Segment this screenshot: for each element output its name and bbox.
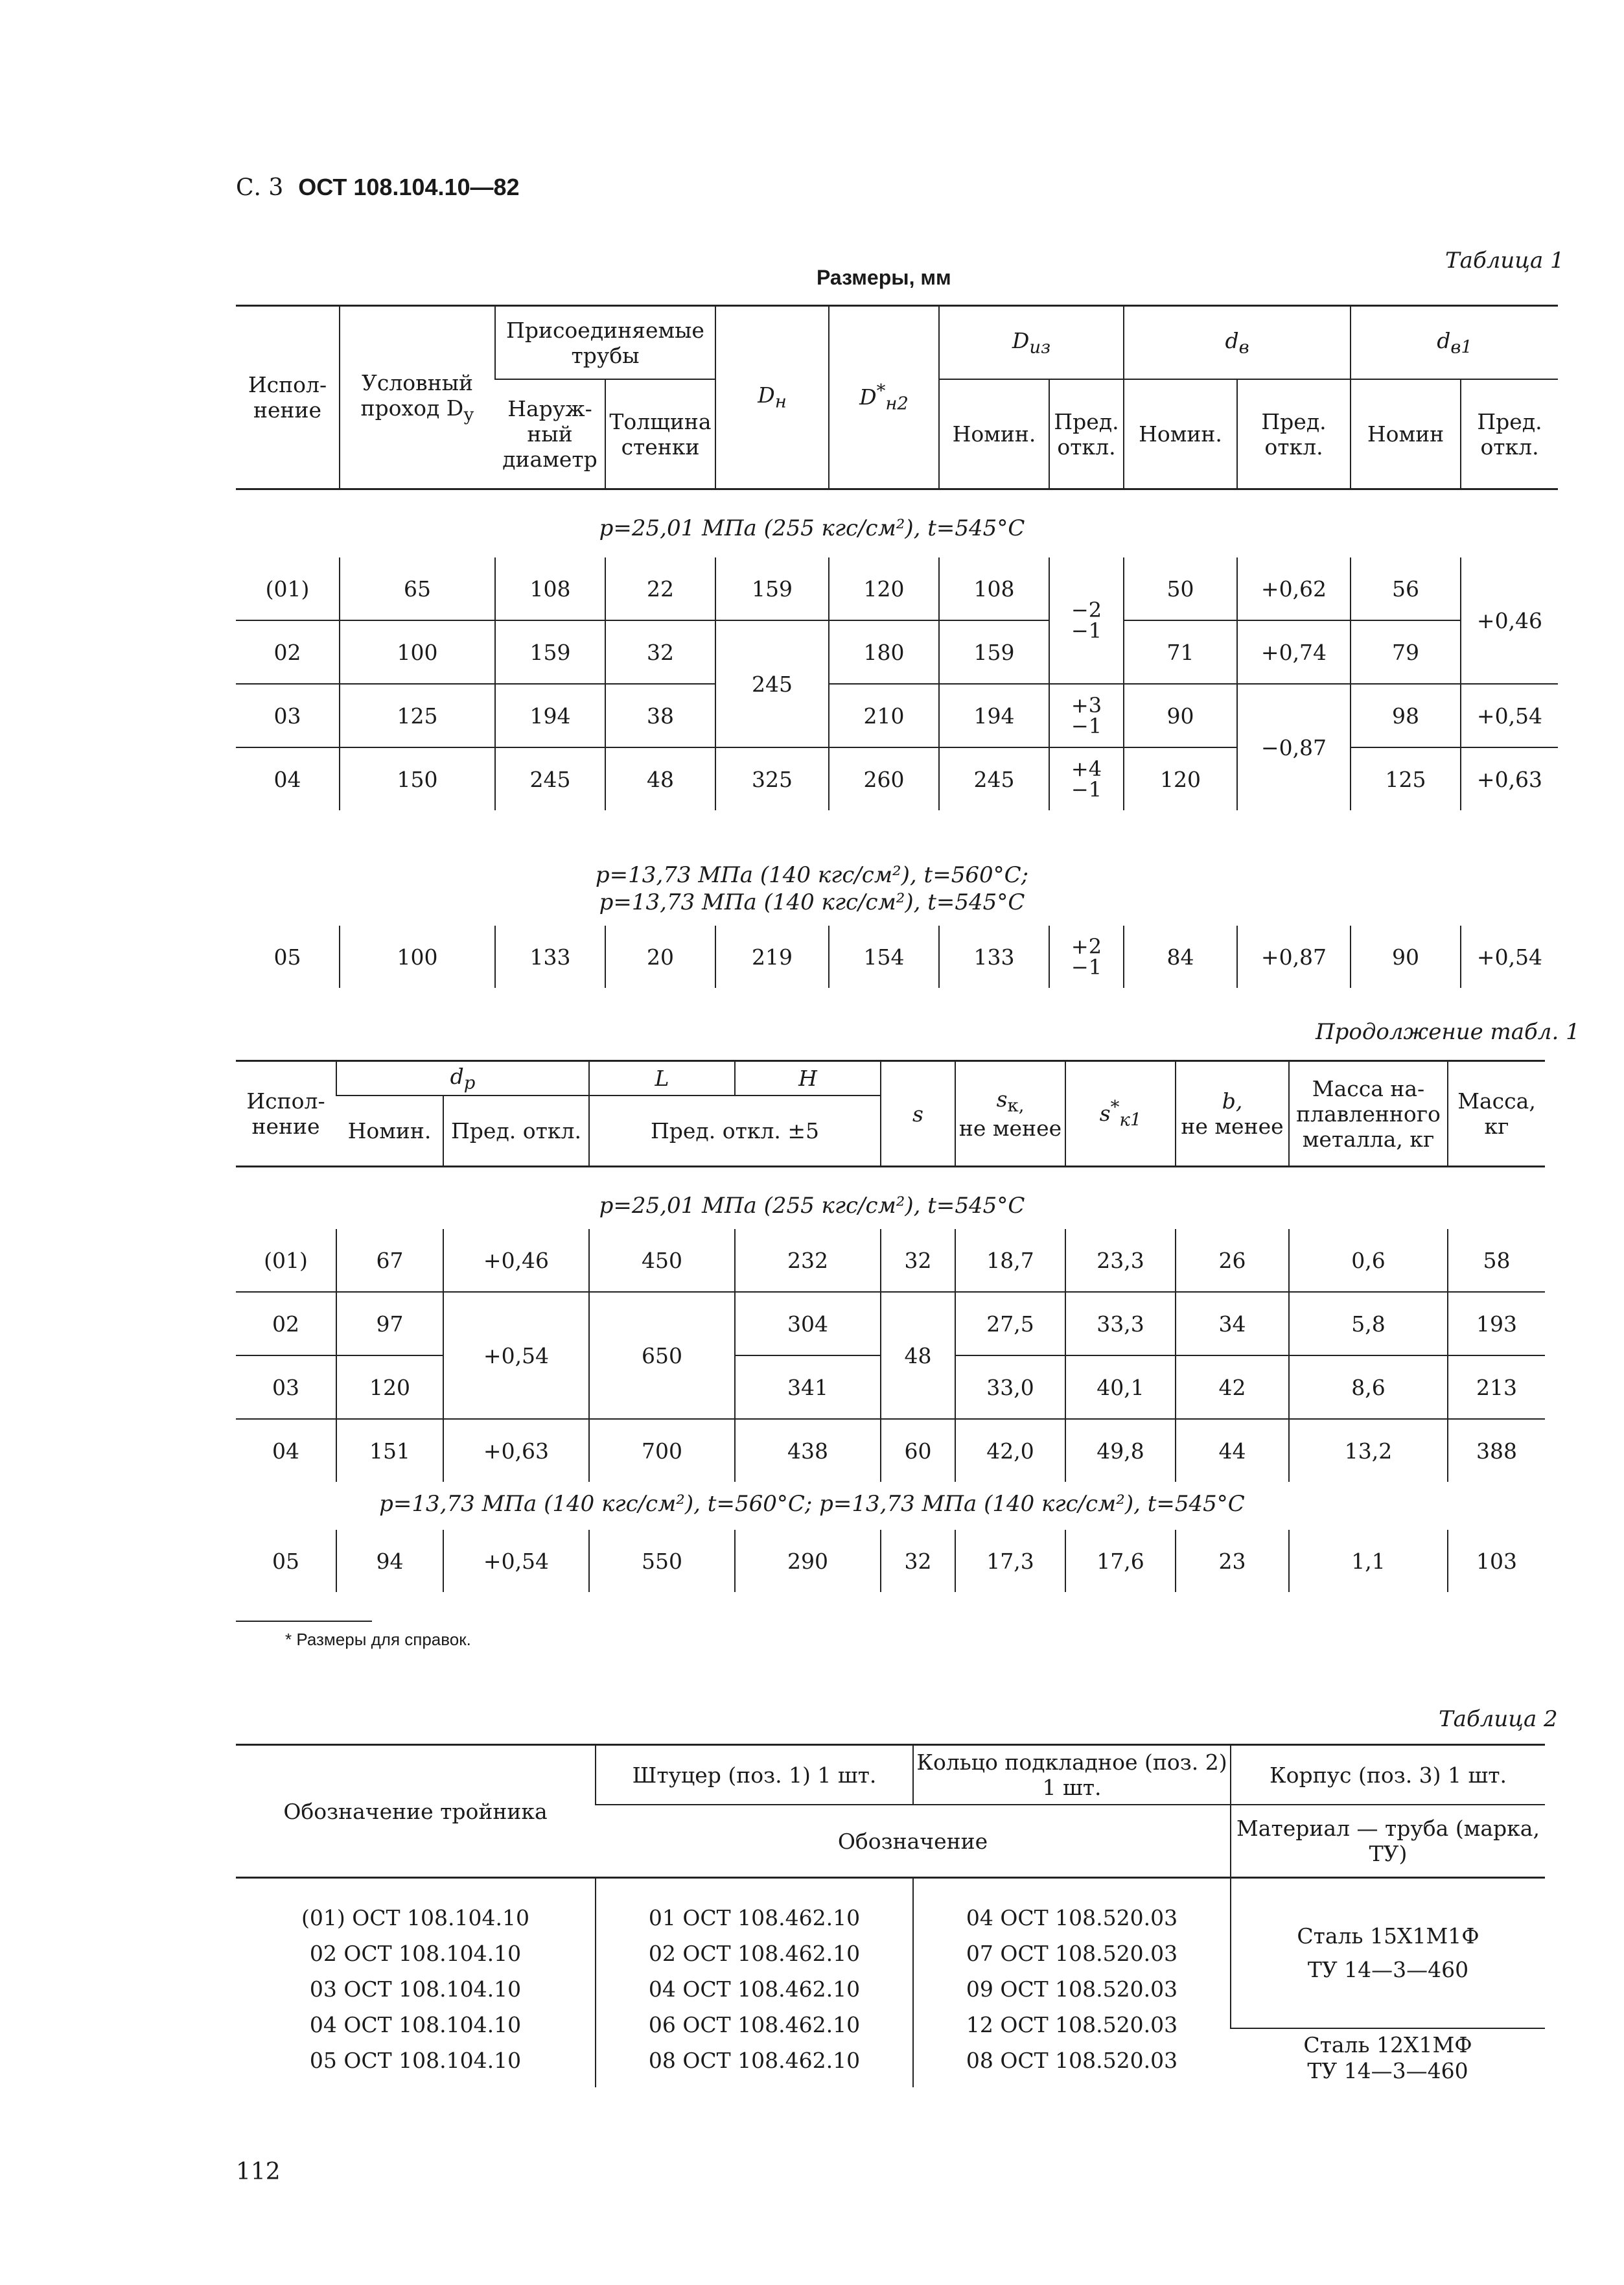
table-cell: 56 xyxy=(1351,557,1461,620)
table-cell: 05 xyxy=(272,1548,299,1574)
th-diz-nomin: Номин. xyxy=(939,379,1049,489)
th-prisoed: Присоединяемые трубы xyxy=(495,306,715,380)
th-dn: $D_н$ xyxy=(715,306,829,489)
table-cell: 194 xyxy=(495,684,605,747)
th-diz-pred: Пред. откл. xyxy=(1049,379,1124,489)
table-cell: 97 xyxy=(336,1292,443,1355)
table-cell: 02 xyxy=(236,620,340,684)
th-naruzh: Наруж-ный диаметр xyxy=(495,379,605,489)
th-c-massa-nap: Масса на-плавленного металла, кг xyxy=(1289,1061,1448,1167)
table-cell: 04 xyxy=(236,1419,336,1482)
th-c-sk1: $s^*_{к1}$ xyxy=(1065,1061,1176,1167)
table-cell: 103 xyxy=(1448,1530,1545,1592)
th-c-dp-pred: Пред. откл. xyxy=(443,1096,589,1167)
table-cell: −0,87 xyxy=(1237,684,1351,810)
page-number: 112 xyxy=(236,2159,281,2185)
th-korpus: Корпус (поз. 3) 1 шт. xyxy=(1231,1745,1545,1805)
table-cell: 700 xyxy=(589,1419,735,1482)
table-cell: 341 xyxy=(735,1355,881,1419)
standard-code: ОСТ 108.104.10—82 xyxy=(298,174,520,200)
th-c-sk: $s_{к,}$ не менее xyxy=(955,1061,1065,1167)
table-cell: 232 xyxy=(735,1229,881,1292)
korpus-material-1: Сталь 15Х1М1Ф ТУ 14—3—460 xyxy=(1231,1878,1545,2029)
table-cell: 304 xyxy=(735,1292,881,1355)
table-cell: 27,5 xyxy=(955,1292,1065,1355)
table-cell: 48 xyxy=(605,747,715,810)
table-cell: 03 xyxy=(236,684,340,747)
table-cell: 120 xyxy=(1124,747,1237,810)
table1-caption: Размеры, мм xyxy=(817,266,951,289)
th-dn2: $D^*_{н2}$ xyxy=(829,306,939,489)
table-cell: +0,46 xyxy=(443,1229,589,1292)
table-cell: 151 xyxy=(336,1419,443,1482)
table-cell: 23,3 xyxy=(1065,1229,1176,1292)
table-cell: +0,54 xyxy=(1461,684,1558,747)
table-cell: 245 xyxy=(715,620,829,747)
table-cell: +0,62 xyxy=(1237,557,1351,620)
th-dv1-pred: Пред. откл. xyxy=(1461,379,1558,489)
table-cell: +0,87 xyxy=(1237,926,1351,988)
page-header xyxy=(236,174,520,201)
table-row: 04 150 245 48 325 260 245 +4 −1 120 125 +0,63 xyxy=(236,747,1558,810)
th-dv: $d_в$ xyxy=(1124,306,1351,380)
table-cell: 40,1 xyxy=(1065,1355,1176,1419)
table-cell: 13,2 xyxy=(1289,1419,1448,1482)
table1-body xyxy=(236,557,1558,810)
table-cell: 388 xyxy=(1448,1419,1545,1482)
table-cell: (01) xyxy=(264,1247,308,1273)
table-cell: 65 xyxy=(340,557,495,620)
th-oboz-troinika: Обозначение тройника xyxy=(236,1745,596,1878)
table-cell: 260 xyxy=(829,747,939,810)
page-ref: С. 3 xyxy=(236,174,284,201)
table-cell: 05 xyxy=(273,944,301,970)
footnote-rule xyxy=(236,1621,372,1622)
table-cell: 550 xyxy=(589,1530,735,1592)
table-cell: +0,54 xyxy=(1461,926,1558,988)
table-cell: 04 xyxy=(236,747,340,810)
table1c-header xyxy=(236,1060,1545,1167)
table-cell: 245 xyxy=(495,747,605,810)
table1-label: Таблица 1 xyxy=(1445,248,1564,274)
table-cell: 26 xyxy=(1176,1229,1289,1292)
table-cell: 44 xyxy=(1176,1419,1289,1482)
table-cell: 48 xyxy=(881,1292,955,1419)
kolco-list: 04 ОСТ 108.520.03 07 ОСТ 108.520.03 09 ОСТ 108.520.03 12 ОСТ 108.520.03 08 ОСТ 108.520.03 xyxy=(913,1878,1231,2088)
table-cell: 290 xyxy=(735,1530,881,1592)
table2 xyxy=(236,1744,1545,2087)
th-dv1: $d_{в1}$ xyxy=(1351,306,1558,380)
table-cell: 42 xyxy=(1176,1355,1289,1419)
table-cell: 98 xyxy=(1351,684,1461,747)
table-cell: +0,63 xyxy=(1461,747,1558,810)
table1-condition-2a: p=13,73 МПа (140 кгс/см²), t=560°С; xyxy=(595,862,1029,888)
th-c-dp-nomin: Номин. xyxy=(336,1096,443,1167)
table-cell: 450 xyxy=(589,1229,735,1292)
table-cell: 94 xyxy=(336,1530,443,1592)
table-cell: 159 xyxy=(715,557,829,620)
th-ispolnenie: Испол-нение xyxy=(236,306,340,489)
table-cell: 5,8 xyxy=(1289,1292,1448,1355)
table-row xyxy=(236,1419,1545,1482)
th-dv1-nomin: Номин xyxy=(1351,379,1461,489)
table-cell: 120 xyxy=(829,557,939,620)
table-cell: 193 xyxy=(1448,1292,1545,1355)
table-cell: 90 xyxy=(1124,684,1237,747)
table-cell: 108 xyxy=(495,557,605,620)
table-cell: 0,6 xyxy=(1289,1229,1448,1292)
table-cell: 17,3 xyxy=(955,1530,1065,1592)
table-cell: 03 xyxy=(236,1355,336,1419)
table-cell: 22 xyxy=(605,557,715,620)
table1c-condition-2: p=13,73 МПа (140 кгс/см²), t=560°С; p=13,73 МПа (140 кгс/см²), t=545°С xyxy=(379,1491,1245,1517)
table1-condition-1: p=25,01 МПа (255 кгс/см²), t=545°С xyxy=(599,515,1025,541)
table-cell: +0,46 xyxy=(1461,557,1558,684)
table-cell: 50 xyxy=(1124,557,1237,620)
table-cell: +0,54 xyxy=(443,1530,589,1592)
table-cell: 120 xyxy=(336,1355,443,1419)
table-cell: 1,1 xyxy=(1289,1530,1448,1592)
table-cell: 133 xyxy=(495,926,605,988)
table2-label: Таблица 2 xyxy=(1439,1706,1558,1732)
table1c-body-05 xyxy=(236,1530,1545,1592)
th-c-L: L xyxy=(589,1061,735,1096)
table-cell: 194 xyxy=(939,684,1049,747)
th-c-s: s xyxy=(881,1061,955,1167)
table-cell: 79 xyxy=(1351,620,1461,684)
table-cell: 159 xyxy=(495,620,605,684)
table-cell: 219 xyxy=(715,926,829,988)
th-c-b: b, не менее xyxy=(1176,1061,1289,1167)
table-cell: 125 xyxy=(340,684,495,747)
table1c-body xyxy=(236,1229,1545,1482)
table-cell: 58 xyxy=(1448,1229,1545,1292)
th-dv-nomin: Номин. xyxy=(1124,379,1237,489)
table-cell: 49,8 xyxy=(1065,1419,1176,1482)
table1-condition-2b: p=13,73 МПа (140 кгс/см²), t=545°С xyxy=(599,889,1025,915)
table-row: 03 125 194 38 210 194 +3 −1 90 −0,87 98 +0,54 xyxy=(236,684,1558,747)
table1c-label: Продолжение табл. 1 xyxy=(1316,1019,1580,1045)
table-cell: +0,74 xyxy=(1237,620,1351,684)
table-cell: 180 xyxy=(829,620,939,684)
th-c-H: H xyxy=(735,1061,881,1096)
table-cell: 20 xyxy=(605,926,715,988)
table-row xyxy=(236,1292,1545,1355)
th-c-dp: $d_р$ xyxy=(336,1061,589,1096)
th-dv-pred: Пред. откл. xyxy=(1237,379,1351,489)
table-cell: 325 xyxy=(715,747,829,810)
table-cell: 100 xyxy=(340,620,495,684)
table1-body-05 xyxy=(236,926,1558,988)
table-cell: 245 xyxy=(939,747,1049,810)
table-cell: +0,63 xyxy=(443,1419,589,1482)
table-cell: 438 xyxy=(735,1419,881,1482)
table-cell: 60 xyxy=(881,1419,955,1482)
table-cell: 8,6 xyxy=(1289,1355,1448,1419)
th-kolco: Кольцо подкладное (поз. 2) 1 шт. xyxy=(913,1745,1231,1805)
korpus-material-2: Сталь 12Х1МФ ТУ 14—3—460 xyxy=(1303,2032,1472,2083)
table-cell: 133 xyxy=(939,926,1049,988)
th-uslovny: Условный проход $D_у$ xyxy=(340,306,495,489)
table-cell: 34 xyxy=(1176,1292,1289,1355)
table-cell: 650 xyxy=(589,1292,735,1419)
table-row: (01) 65 108 22 159 120 108 −2 −1 50 +0,62 56 +0,46 xyxy=(236,557,1558,620)
footnote: * Размеры для справок. xyxy=(285,1630,471,1649)
table-cell: 33,3 xyxy=(1065,1292,1176,1355)
th-tolsh: Толщина стенки xyxy=(605,379,715,489)
table-cell: 125 xyxy=(1351,747,1461,810)
table-row xyxy=(236,1530,1545,1592)
table-cell: 154 xyxy=(829,926,939,988)
table-cell: 210 xyxy=(829,684,939,747)
table-row xyxy=(236,1229,1545,1292)
table-cell: 42,0 xyxy=(955,1419,1065,1482)
table-row: 05 100 133 20 219 154 133 +2 −1 84 +0,87 90 +0,54 xyxy=(236,926,1558,988)
table-cell: 90 xyxy=(1351,926,1461,988)
table-cell: 18,7 xyxy=(955,1229,1065,1292)
shtucer-list: 01 ОСТ 108.462.10 02 ОСТ 108.462.10 04 ОСТ 108.462.10 06 ОСТ 108.462.10 08 ОСТ 108.462.10 xyxy=(596,1878,913,2088)
troinik-list: (01) ОСТ 108.104.10 02 ОСТ 108.104.10 03 ОСТ 108.104.10 04 ОСТ 108.104.10 05 ОСТ 108.104.10 xyxy=(301,1904,529,2073)
th-c-pred5: Пред. откл. ±5 xyxy=(589,1096,881,1167)
table-cell: 213 xyxy=(1448,1355,1545,1419)
table-cell: 100 xyxy=(340,926,495,988)
table-cell: 32 xyxy=(881,1229,955,1292)
table-cell: 02 xyxy=(236,1292,336,1355)
table-cell: 150 xyxy=(340,747,495,810)
table-cell: (01) xyxy=(265,576,310,602)
table-cell: 32 xyxy=(605,620,715,684)
th-shtucer: Штуцер (поз. 1) 1 шт. xyxy=(596,1745,913,1805)
th-c-isp: Испол-нение xyxy=(236,1061,336,1167)
table-cell: 33,0 xyxy=(955,1355,1065,1419)
table-cell: 71 xyxy=(1124,620,1237,684)
table-cell: 32 xyxy=(881,1530,955,1592)
table1-header xyxy=(236,305,1558,490)
table-cell: 84 xyxy=(1124,926,1237,988)
th-material: Материал — труба (марка, ТУ) xyxy=(1231,1805,1545,1878)
table-cell: 17,6 xyxy=(1065,1530,1176,1592)
th-oboznachenie: Обозначение xyxy=(596,1805,1231,1878)
table-cell: +0,54 xyxy=(443,1292,589,1419)
table-cell: 108 xyxy=(939,557,1049,620)
th-c-massa: Масса, кг xyxy=(1448,1061,1545,1167)
th-diz: $D_{из}$ xyxy=(939,306,1124,380)
table1c-condition-1: p=25,01 МПа (255 кгс/см²), t=545°С xyxy=(599,1193,1025,1219)
table-cell: 159 xyxy=(939,620,1049,684)
table-cell: 38 xyxy=(605,684,715,747)
table-cell: 67 xyxy=(336,1229,443,1292)
table-cell: 23 xyxy=(1176,1530,1289,1592)
table-row xyxy=(236,620,1558,684)
